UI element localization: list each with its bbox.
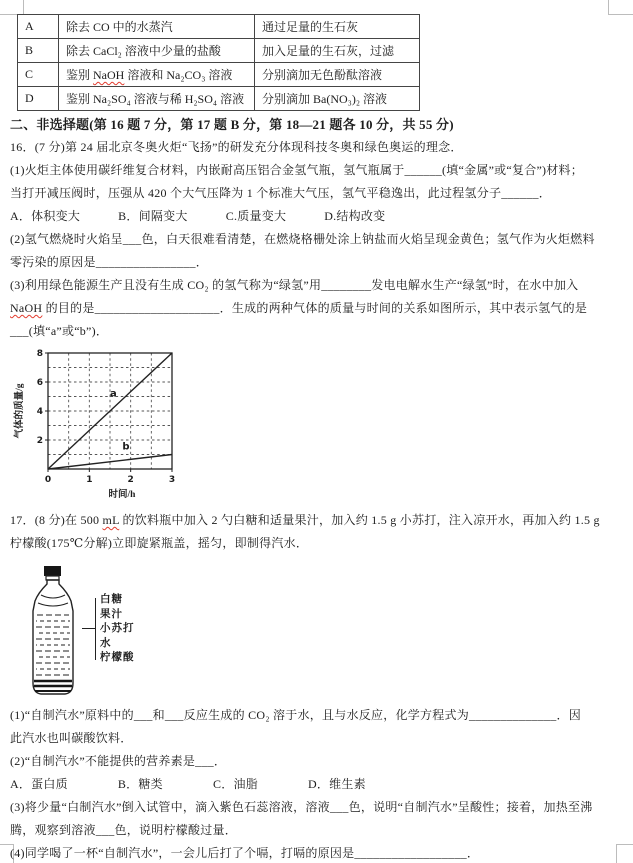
text-segment: 溶液和 Na₂CO₃ 溶液: [124, 68, 233, 82]
q16-part1-line1: (1)火炬主体使用碳纤维复合材料，内嵌耐高压铝合金氢气瓶，氢气瓶属于______(填“金属”或“复合”)材料；: [10, 163, 584, 177]
label-connector-line: [82, 628, 95, 629]
y-tick-label: 6: [36, 378, 43, 388]
bottle-illustration: [24, 565, 82, 702]
q17-part1-line1: (1)“自制汽水”原料中的___和___反应生成的 CO₂ 溶于水，且与水反应，化学方程式为______________．因: [10, 708, 582, 722]
spellcheck-marked-text: NaOH: [93, 68, 125, 82]
q17-part2: (2)“自制汽水”不能提供的营养素是___．: [10, 754, 227, 768]
choice-d: D．维生素: [307, 777, 366, 791]
table-row: [18, 87, 420, 111]
table-row: [18, 63, 420, 87]
row-operation: 除去 CaCl₂ 溶液中少量的盐酸: [59, 39, 255, 63]
bottle-label-juice: 果汁: [100, 608, 123, 620]
choice-a: A．蛋白质: [10, 777, 68, 791]
bottle-label-water: 水: [100, 637, 112, 649]
liquid-hatching: [36, 615, 70, 675]
row-label: D: [18, 87, 59, 111]
row-method: 分别滴加 Ba(NO₃)₂ 溶液: [255, 87, 420, 111]
q17-part3-line2: 腾，观察到溶液___色，说明柠檬酸过量．: [10, 823, 238, 837]
table-row: [18, 39, 420, 63]
text-segment: 鉴别: [66, 68, 94, 82]
choice-c: C．油脂: [212, 777, 258, 791]
q17-choice-row: [10, 773, 617, 796]
q16-intro: 16．(7 分)第 24 届北京冬奥火炬“飞扬”的研发充分体现科技冬奥和绿色奥运的理念．: [10, 140, 463, 154]
x-tick-label: 3: [168, 475, 176, 485]
label-bracket-line: [95, 598, 96, 660]
row-method: 加入足量的生石灰，过滤: [255, 39, 420, 63]
q16-part2-line1: (2)氢气燃烧时火焰呈___色，白天很难看清楚，在燃烧格栅处涂上钠盐而火焰呈现金黄色；氢气作为火炬燃料: [10, 232, 595, 246]
q17-part4: (4)同学喝了一杯“自制汽水”，一会儿后打了个嗝，打嗝的原因是__________________．: [10, 846, 480, 860]
q16-part2-line2: 零污染的原因是________________．: [10, 255, 209, 269]
x-tick-label: 1: [86, 475, 93, 485]
text-segment: 的饮料瓶中加入 2 勺白糖和适量果汁，加入约 1.5 g 小苏打，注入凉开水，再加入约 1.5 g: [119, 513, 600, 527]
choice-b: B．间隔变大: [118, 209, 188, 223]
y-axis-label: 气体的质量/g: [15, 383, 25, 439]
bottle-content-labels: [100, 593, 135, 666]
q17-part3-line1: (3)将少量“白制汽水”倒入试管中，滴入紫色石蕊溶液，溶液___色，说明“自制汽水”呈酸性；接着，加热至沸: [10, 800, 593, 814]
x-tick-label: 0: [44, 475, 52, 485]
row-label: B: [18, 39, 59, 63]
q16-part1-line2: 当打开减压阀时，压强从 420 个大气压降为 1 个标准大气压，氢气平稳逸出，此过程氢分子______．: [10, 186, 552, 200]
row-label: C: [18, 63, 59, 87]
y-tick-label: 2: [36, 436, 43, 446]
page-corner-mark-bottom-right: [616, 844, 633, 863]
choice-b: B．糖类: [117, 777, 163, 791]
series-label-b: b: [122, 441, 130, 453]
row-operation: [59, 63, 255, 87]
question-15-options-table: [17, 14, 420, 111]
bottle-cap: [44, 566, 61, 576]
q16-part3-line1: (3)利用绿色能源生产且没有生成 CO₂ 的氢气称为“绿氢”用________发电电解水生产“绿氢”时，在水中加入: [10, 278, 579, 292]
row-operation: 除去 CO 中的水蒸汽: [59, 15, 255, 39]
choice-c: C.质量变大: [225, 209, 287, 223]
bottle-label-sugar: 白糖: [100, 594, 123, 605]
page-corner-mark-top-right: [608, 0, 633, 15]
choice-d: D.结构改变: [324, 209, 386, 223]
series-label-a: a: [110, 388, 117, 400]
text-segment: 的目的是____________________．生成的两种气体的质量与时间的关系如图所示，其中表示氢气的是: [42, 301, 588, 315]
text-segment: 17．(8 分)在 500: [10, 513, 103, 527]
gas-mass-time-chart: [12, 346, 194, 502]
x-axis-label: 时间/h: [108, 490, 136, 500]
q17-intro-line1: [10, 509, 617, 532]
bottle-outline: [33, 580, 73, 694]
row-method: 通过足量的生石灰: [255, 15, 420, 39]
bottle-base-grooves: [34, 681, 72, 691]
q16-part3-line2: [10, 297, 617, 320]
row-label: A: [18, 15, 59, 39]
q17-intro-line2: 柠檬酸(175℃分解)立即旋紧瓶盖，摇匀，即制得汽水．: [10, 536, 309, 550]
bottle-label-baking-soda: 小苏打: [100, 623, 135, 634]
x-tick-label: 2: [127, 475, 134, 485]
section-header: 二、非选择题(第 16 题 7 分，第 17 题 B 分，第 18—21 题各 10 分，共 55 分): [10, 117, 454, 132]
table-row: [18, 15, 420, 39]
bottle-label-citric-acid: 柠檬酸: [100, 652, 135, 663]
q17-part1-line2: 此汽水也叫碳酸饮料．: [10, 731, 133, 745]
row-operation: 鉴别 Na₂SO₄ 溶液与稀 H₂SO₄ 溶液: [59, 87, 255, 111]
y-tick-label: 4: [36, 407, 43, 417]
q16-part3-line3: ___(填“a”或“b”)．: [10, 324, 109, 338]
gas-mass-time-chart-wrap: [12, 346, 617, 507]
q16-choice-row: [10, 205, 617, 228]
spellcheck-marked-text: NaOH: [10, 301, 43, 315]
spellcheck-marked-text: mL: [102, 513, 120, 527]
row-method: 分别滴加无色酚酞溶液: [255, 63, 420, 87]
y-tick-label: 8: [36, 349, 43, 359]
soda-bottle-figure: [24, 565, 617, 702]
series-line-b: [48, 455, 172, 470]
page-corner-mark-top-left: [0, 0, 24, 15]
document-content: [10, 14, 617, 863]
choice-a: A．体积变大: [10, 209, 81, 223]
